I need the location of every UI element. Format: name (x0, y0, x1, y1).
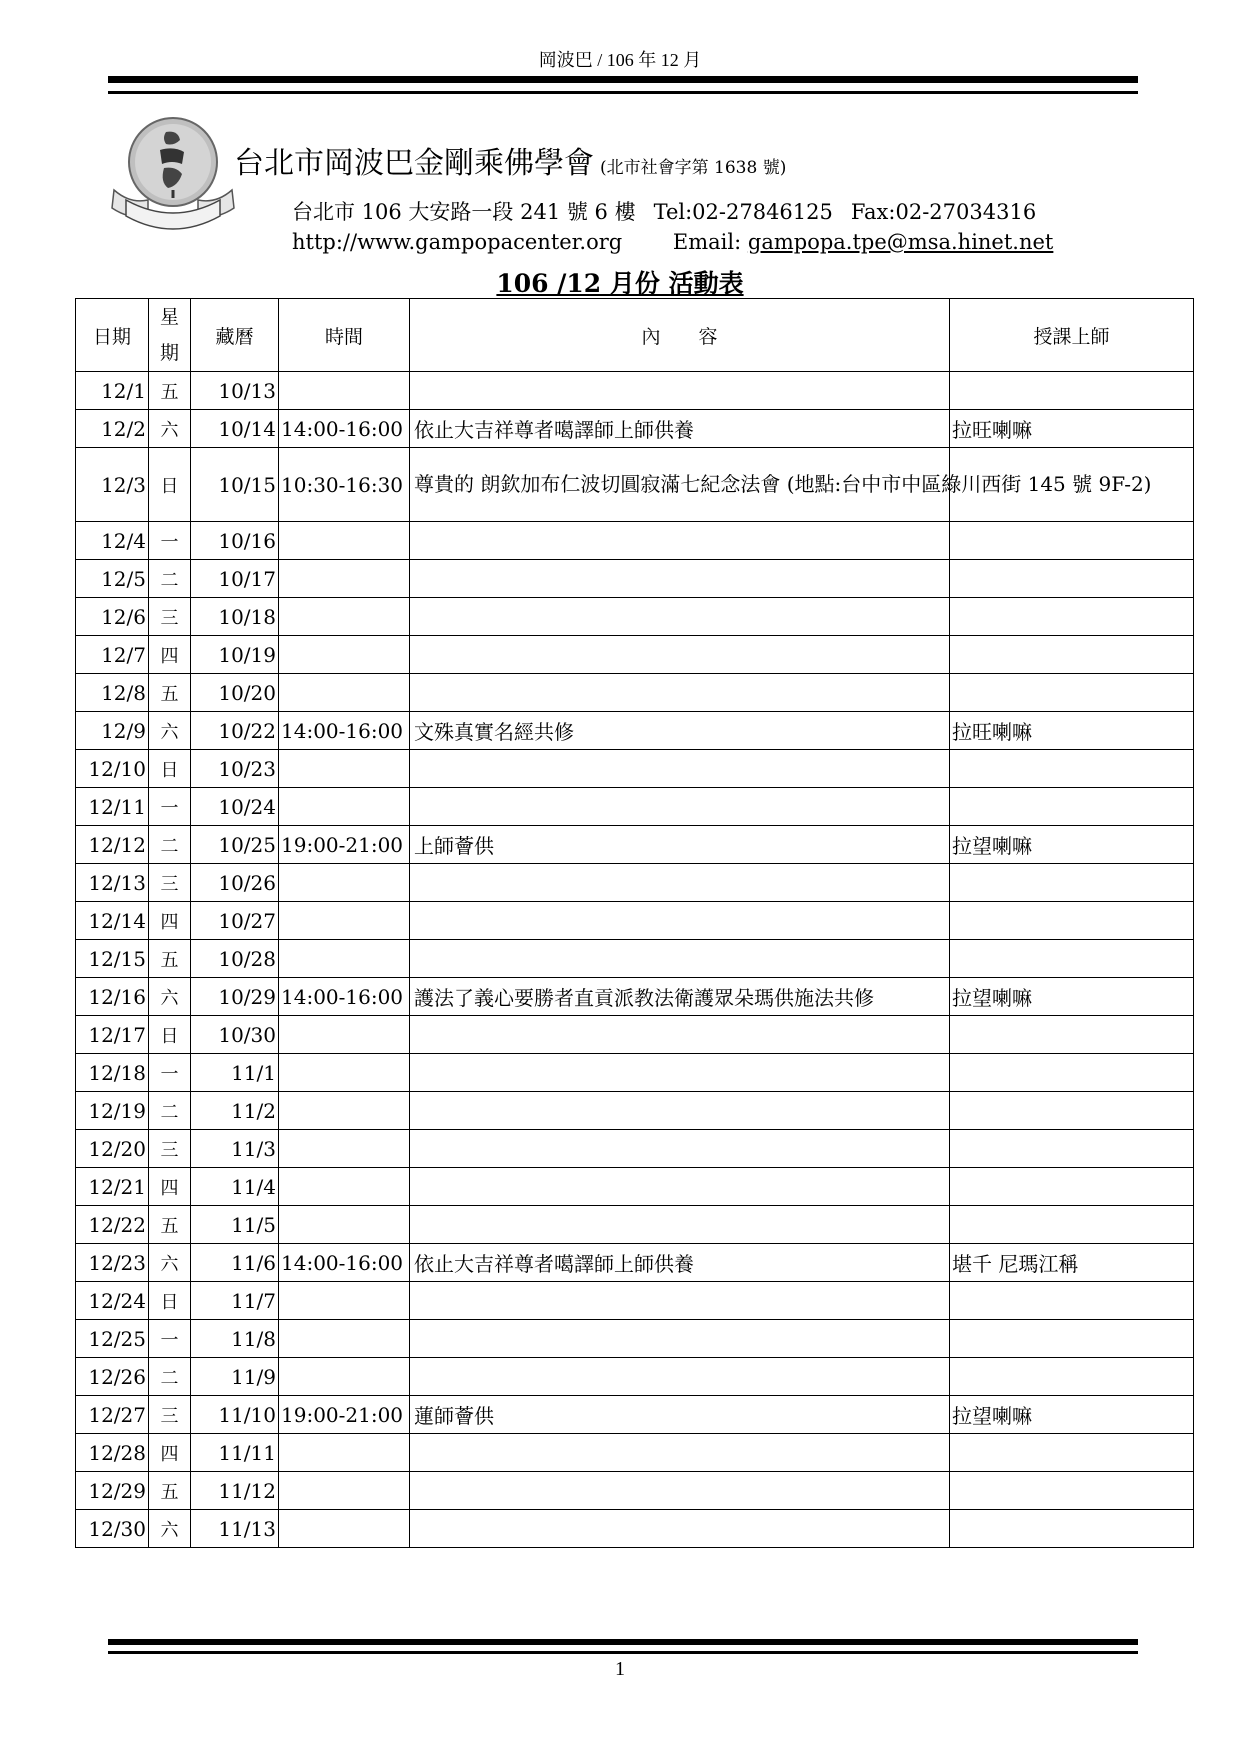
cell-weekday: 五 (149, 674, 191, 712)
cell-weekday: 五 (149, 940, 191, 978)
cell-content: 尊貴的 朗欽加布仁波切圓寂滿七紀念法會 (地點:台中市中區綠川西街 145 號 9F-2) (410, 448, 950, 522)
cell-content (410, 1054, 950, 1092)
footer-rule-thick (108, 1639, 1138, 1645)
cell-weekday: 六 (149, 1510, 191, 1548)
cell-tibetan-date: 11/1 (191, 1054, 279, 1092)
cell-weekday: 五 (149, 1472, 191, 1510)
header-weekday-line1: 星 (159, 306, 179, 328)
cell-content (410, 1130, 950, 1168)
cell-weekday: 二 (149, 826, 191, 864)
table-row (76, 1396, 1194, 1434)
cell-weekday: 三 (149, 598, 191, 636)
table-row (76, 674, 1194, 712)
cell-teacher (950, 864, 1194, 902)
cell-content (410, 372, 950, 410)
cell-tibetan-date: 11/4 (191, 1168, 279, 1206)
cell-tibetan-date: 11/8 (191, 1320, 279, 1358)
contact-web-line (292, 230, 1053, 254)
cell-weekday: 三 (149, 1396, 191, 1434)
cell-time (279, 1206, 410, 1244)
cell-teacher (950, 1510, 1194, 1548)
cell-date: 12/26 (76, 1358, 149, 1396)
cell-weekday: 六 (149, 1244, 191, 1282)
cell-content: 依止大吉祥尊者噶譯師上師供養 (410, 1244, 950, 1282)
cell-tibetan-date: 10/27 (191, 902, 279, 940)
cell-content (410, 1206, 950, 1244)
cell-teacher (950, 636, 1194, 674)
cell-time (279, 372, 410, 410)
table-row (76, 902, 1194, 940)
cell-time (279, 1510, 410, 1548)
address: 台北市 106 大安路一段 241 號 6 樓 (292, 200, 636, 224)
cell-tibetan-date: 10/20 (191, 674, 279, 712)
cell-tibetan-date: 10/29 (191, 978, 279, 1016)
cell-weekday: 三 (149, 1130, 191, 1168)
cell-teacher (950, 598, 1194, 636)
table-row (76, 1016, 1194, 1054)
header-date: 日期 (76, 299, 149, 372)
header-weekday (149, 299, 191, 372)
cell-tibetan-date: 10/30 (191, 1016, 279, 1054)
gampopa-logo-icon (108, 116, 238, 232)
cell-teacher (950, 1206, 1194, 1244)
cell-date: 12/15 (76, 940, 149, 978)
cell-time (279, 1016, 410, 1054)
cell-teacher (950, 1130, 1194, 1168)
cell-tibetan-date: 10/24 (191, 788, 279, 826)
cell-content (410, 1168, 950, 1206)
cell-teacher (950, 902, 1194, 940)
table-row (76, 372, 1194, 410)
cell-weekday: 五 (149, 1206, 191, 1244)
table-row (76, 1244, 1194, 1282)
cell-date: 12/4 (76, 522, 149, 560)
cell-tibetan-date: 10/25 (191, 826, 279, 864)
cell-time: 14:00-16:00 (279, 978, 410, 1016)
cell-weekday: 日 (149, 750, 191, 788)
cell-content: 蓮師薈供 (410, 1396, 950, 1434)
table-row (76, 1206, 1194, 1244)
cell-content (410, 940, 950, 978)
table-row (76, 1320, 1194, 1358)
cell-time (279, 788, 410, 826)
cell-time: 10:30-16:30 (279, 448, 410, 522)
cell-teacher (950, 522, 1194, 560)
cell-teacher: 拉旺喇嘛 (950, 410, 1194, 448)
cell-date: 12/6 (76, 598, 149, 636)
organization-name (234, 138, 786, 182)
schedule-title (0, 264, 1240, 300)
cell-content: 依止大吉祥尊者噶譯師上師供養 (410, 410, 950, 448)
cell-teacher (950, 372, 1194, 410)
cell-content (410, 788, 950, 826)
cell-tibetan-date: 11/9 (191, 1358, 279, 1396)
cell-teacher (950, 1282, 1194, 1320)
cell-time (279, 1168, 410, 1206)
cell-weekday: 二 (149, 560, 191, 598)
cell-teacher: 拉望喇嘛 (950, 826, 1194, 864)
header-rule-thick (108, 76, 1138, 83)
cell-content (410, 1510, 950, 1548)
cell-time (279, 864, 410, 902)
cell-teacher (950, 1092, 1194, 1130)
cell-date: 12/30 (76, 1510, 149, 1548)
cell-date: 12/20 (76, 1130, 149, 1168)
cell-time (279, 674, 410, 712)
cell-time (279, 902, 410, 940)
website-link[interactable]: http://www.gampopacenter.org (292, 230, 623, 254)
header-rule-thin (108, 91, 1138, 94)
cell-time: 19:00-21:00 (279, 1396, 410, 1434)
schedule-title-text: 106 /12 月份 活動表 (496, 269, 744, 298)
table-row (76, 448, 1194, 522)
cell-weekday: 四 (149, 902, 191, 940)
cell-time (279, 1434, 410, 1472)
cell-content (410, 1472, 950, 1510)
cell-date: 12/21 (76, 1168, 149, 1206)
table-row (76, 1054, 1194, 1092)
cell-tibetan-date: 10/14 (191, 410, 279, 448)
cell-time (279, 1130, 410, 1168)
cell-date: 12/1 (76, 372, 149, 410)
cell-time: 14:00-16:00 (279, 410, 410, 448)
cell-content (410, 560, 950, 598)
cell-content (410, 1016, 950, 1054)
cell-date: 12/10 (76, 750, 149, 788)
header-teacher: 授課上師 (950, 299, 1194, 372)
cell-tibetan-date: 10/19 (191, 636, 279, 674)
cell-content (410, 1282, 950, 1320)
cell-tibetan-date: 10/26 (191, 864, 279, 902)
table-row (76, 1472, 1194, 1510)
cell-teacher (950, 1472, 1194, 1510)
table-row (76, 1434, 1194, 1472)
cell-content (410, 1358, 950, 1396)
cell-weekday: 日 (149, 1016, 191, 1054)
cell-time (279, 1320, 410, 1358)
table-row (76, 522, 1194, 560)
cell-tibetan-date: 11/6 (191, 1244, 279, 1282)
cell-teacher (950, 1168, 1194, 1206)
cell-content: 上師薈供 (410, 826, 950, 864)
table-row (76, 560, 1194, 598)
cell-teacher (950, 1320, 1194, 1358)
cell-content (410, 1092, 950, 1130)
cell-time (279, 1472, 410, 1510)
cell-weekday: 二 (149, 1092, 191, 1130)
cell-date: 12/13 (76, 864, 149, 902)
cell-tibetan-date: 10/13 (191, 372, 279, 410)
cell-content: 護法了義心要勝者直貢派教法衛護眾朵瑪供施法共修 (410, 978, 950, 1016)
cell-time (279, 940, 410, 978)
cell-weekday: 四 (149, 1168, 191, 1206)
table-row (76, 750, 1194, 788)
cell-tibetan-date: 10/23 (191, 750, 279, 788)
cell-date: 12/17 (76, 1016, 149, 1054)
table-row (76, 788, 1194, 826)
cell-teacher (950, 1016, 1194, 1054)
cell-date: 12/11 (76, 788, 149, 826)
cell-content (410, 674, 950, 712)
activity-schedule-table (75, 298, 1194, 1548)
table-row (76, 1168, 1194, 1206)
table-row (76, 1282, 1194, 1320)
cell-tibetan-date: 11/3 (191, 1130, 279, 1168)
cell-tibetan-date: 10/15 (191, 448, 279, 522)
cell-teacher: 拉旺喇嘛 (950, 712, 1194, 750)
cell-time: 19:00-21:00 (279, 826, 410, 864)
cell-teacher (950, 940, 1194, 978)
cell-time (279, 1092, 410, 1130)
table-row (76, 410, 1194, 448)
cell-weekday: 三 (149, 864, 191, 902)
cell-content (410, 864, 950, 902)
header-tibetan-calendar: 藏曆 (191, 299, 279, 372)
cell-tibetan-date: 11/10 (191, 1396, 279, 1434)
table-row (76, 1130, 1194, 1168)
fax: Fax:02-27034316 (850, 200, 1037, 224)
cell-content (410, 902, 950, 940)
cell-time (279, 522, 410, 560)
cell-teacher: 拉望喇嘛 (950, 978, 1194, 1016)
cell-tibetan-date: 10/28 (191, 940, 279, 978)
cell-weekday: 二 (149, 1358, 191, 1396)
cell-weekday: 四 (149, 1434, 191, 1472)
organization-name-text: 台北市岡波巴金剛乘佛學會 (234, 146, 594, 181)
cell-tibetan-date: 11/12 (191, 1472, 279, 1510)
cell-tibetan-date: 10/18 (191, 598, 279, 636)
cell-weekday: 一 (149, 788, 191, 826)
cell-date: 12/7 (76, 636, 149, 674)
cell-time: 14:00-16:00 (279, 1244, 410, 1282)
footer-rule-thin (108, 1651, 1138, 1654)
table-row (76, 712, 1194, 750)
table-row (76, 864, 1194, 902)
cell-date: 12/3 (76, 448, 149, 522)
cell-teacher (950, 1054, 1194, 1092)
cell-weekday: 六 (149, 712, 191, 750)
table-row (76, 1510, 1194, 1548)
page-number: 1 (615, 1658, 625, 1680)
cell-time: 14:00-16:00 (279, 712, 410, 750)
cell-date: 12/28 (76, 1434, 149, 1472)
cell-tibetan-date: 10/22 (191, 712, 279, 750)
cell-time (279, 1054, 410, 1092)
cell-date: 12/5 (76, 560, 149, 598)
email-label: Email: (672, 230, 742, 254)
cell-date: 12/14 (76, 902, 149, 940)
cell-weekday: 一 (149, 522, 191, 560)
cell-weekday: 四 (149, 636, 191, 674)
email-link[interactable]: gampopa.tpe@msa.hinet.net (747, 230, 1054, 254)
schedule-body (76, 372, 1194, 1548)
cell-weekday: 一 (149, 1320, 191, 1358)
cell-content (410, 522, 950, 560)
cell-date: 12/16 (76, 978, 149, 1016)
cell-date: 12/2 (76, 410, 149, 448)
cell-tibetan-date: 11/2 (191, 1092, 279, 1130)
cell-time (279, 1282, 410, 1320)
cell-date: 12/22 (76, 1206, 149, 1244)
cell-tibetan-date: 11/13 (191, 1510, 279, 1548)
cell-teacher (950, 788, 1194, 826)
table-row (76, 978, 1194, 1016)
cell-tibetan-date: 10/16 (191, 522, 279, 560)
cell-teacher: 堪千 尼瑪江稱 (950, 1244, 1194, 1282)
table-row (76, 1092, 1194, 1130)
cell-content (410, 750, 950, 788)
cell-teacher (950, 1434, 1194, 1472)
cell-date: 12/27 (76, 1396, 149, 1434)
telephone: Tel:02-27846125 (653, 200, 833, 224)
cell-time (279, 1358, 410, 1396)
cell-weekday: 一 (149, 1054, 191, 1092)
cell-teacher (950, 674, 1194, 712)
table-row (76, 636, 1194, 674)
cell-date: 12/9 (76, 712, 149, 750)
cell-date: 12/25 (76, 1320, 149, 1358)
cell-time (279, 598, 410, 636)
cell-weekday: 六 (149, 978, 191, 1016)
cell-tibetan-date: 11/7 (191, 1282, 279, 1320)
cell-teacher: 拉望喇嘛 (950, 1396, 1194, 1434)
cell-content (410, 636, 950, 674)
contact-address-line (292, 196, 1054, 226)
cell-teacher (950, 560, 1194, 598)
header-weekday-line2: 期 (159, 342, 179, 364)
table-row (76, 598, 1194, 636)
cell-content (410, 598, 950, 636)
cell-teacher (950, 1358, 1194, 1396)
cell-content (410, 1320, 950, 1358)
running-header: 岡波巴 / 106 年 12 月 (538, 50, 702, 70)
cell-tibetan-date: 10/17 (191, 560, 279, 598)
cell-tibetan-date: 11/11 (191, 1434, 279, 1472)
registration-number: (北市社會字第 1638 號) (600, 158, 787, 178)
header-content: 內 容 (410, 299, 950, 372)
cell-date: 12/8 (76, 674, 149, 712)
cell-date: 12/23 (76, 1244, 149, 1282)
table-row (76, 940, 1194, 978)
table-row (76, 826, 1194, 864)
cell-time (279, 750, 410, 788)
table-row (76, 1358, 1194, 1396)
cell-content: 文殊真實名經共修 (410, 712, 950, 750)
cell-tibetan-date: 11/5 (191, 1206, 279, 1244)
cell-weekday: 日 (149, 448, 191, 522)
cell-date: 12/12 (76, 826, 149, 864)
cell-weekday: 六 (149, 410, 191, 448)
cell-time (279, 560, 410, 598)
cell-weekday: 日 (149, 1282, 191, 1320)
cell-date: 12/29 (76, 1472, 149, 1510)
cell-date: 12/24 (76, 1282, 149, 1320)
cell-date: 12/19 (76, 1092, 149, 1130)
cell-date: 12/18 (76, 1054, 149, 1092)
table-header-row (76, 299, 1194, 372)
cell-time (279, 636, 410, 674)
cell-content (410, 1434, 950, 1472)
cell-weekday: 五 (149, 372, 191, 410)
cell-teacher (950, 750, 1194, 788)
header-time: 時間 (279, 299, 410, 372)
